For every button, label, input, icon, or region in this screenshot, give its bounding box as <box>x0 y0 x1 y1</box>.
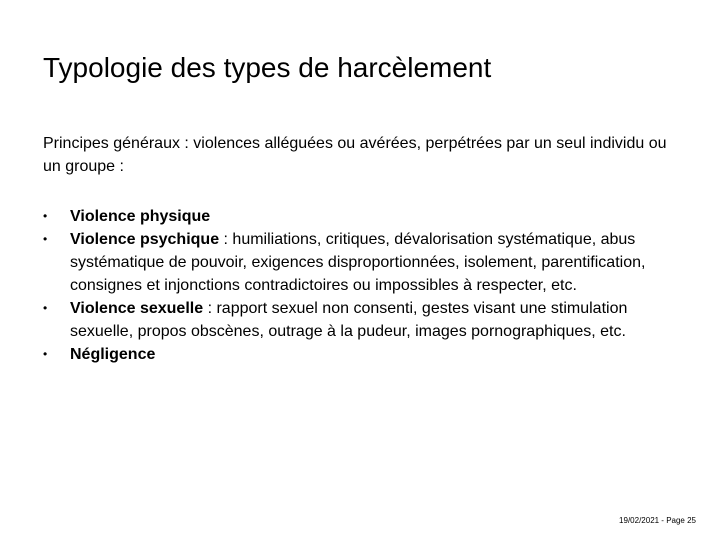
bullet-icon: • <box>43 209 48 223</box>
bullet-text <box>70 228 683 297</box>
bullet-description: : humiliations, critiques, dévalorisation systématique, abus systématique de pouvoir, exigences disproportionnées, isolement, parentification, consignes et injonctions contradictoires ou impossibles à respecter, etc. <box>70 231 646 294</box>
slide-title: Typologie des types de harcèlement <box>43 52 492 83</box>
bullet-text <box>70 297 683 343</box>
bullet-list <box>43 205 683 366</box>
bullet-term: Négligence <box>70 346 156 363</box>
bullet-term: Violence physique <box>70 208 211 225</box>
bullet-icon: • <box>43 347 48 361</box>
bullet-term: Violence psychique <box>70 231 220 248</box>
bullet-icon: • <box>43 301 48 315</box>
bullet-term: Violence sexuelle <box>70 300 204 317</box>
page-footer: 19/02/2021 - Page 25 <box>619 516 696 525</box>
bullet-item-negligence <box>43 343 683 366</box>
intro-paragraph: Principes généraux : violences alléguées ou avérées, perpétrées par un seul individu ou un groupe : <box>43 135 667 175</box>
bullet-text <box>70 205 683 228</box>
bullet-text <box>70 343 683 366</box>
bullet-description: : rapport sexuel non consenti, gestes visant une stimulation sexuelle, propos obscènes, outrage à la pudeur, images pornographiques, etc. <box>70 300 628 340</box>
bullet-item-physique <box>43 205 683 228</box>
bullet-item-psychique <box>43 228 683 297</box>
bullet-icon: • <box>43 232 48 246</box>
bullet-item-sexuelle <box>43 297 683 343</box>
